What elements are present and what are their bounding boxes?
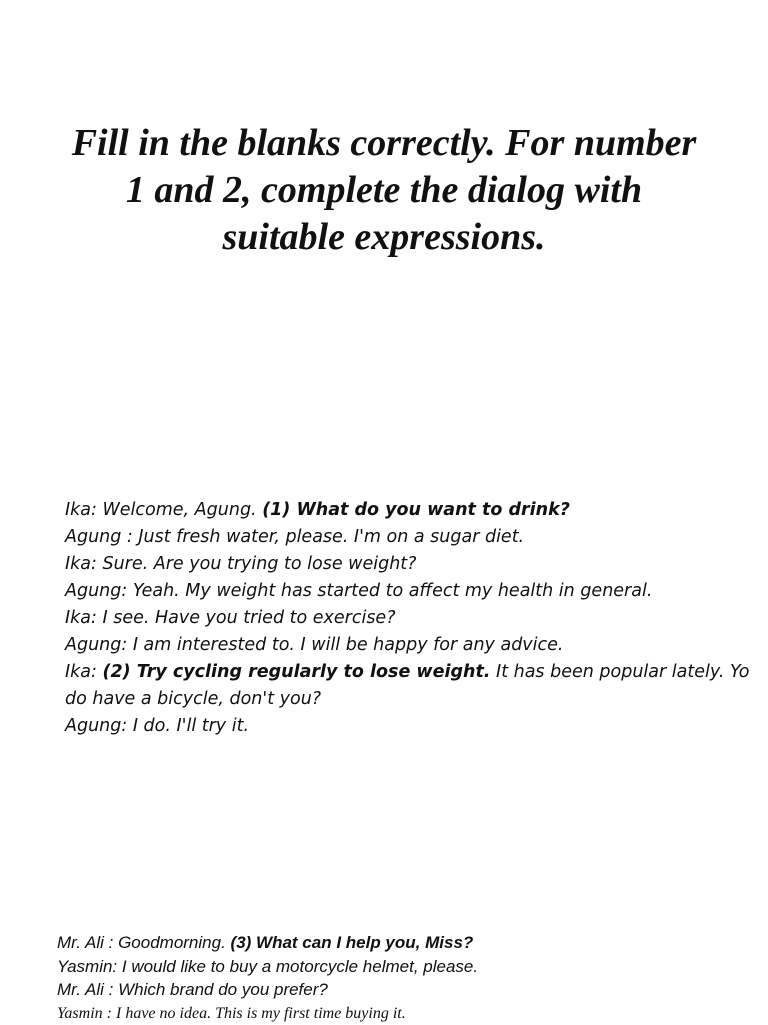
instruction-title: Fill in the blanks correctly. For number 1 and 2, complete the dialog with suitable expressions. [60, 120, 708, 261]
answer-3: (3) What can I help you, Miss? [231, 933, 474, 952]
dialog-line: Agung: I do. I'll try it. [65, 713, 745, 740]
speaker-text: Ika: [65, 662, 102, 682]
speaker-text: Mr. Ali : Goodmorning. [57, 933, 231, 952]
dialog-line: Ika: Sure. Are you trying to lose weight? [65, 551, 745, 578]
dialog-line [65, 497, 745, 524]
dialog-text: It has been popular lately. Yo [490, 662, 749, 682]
dialog-line: Agung: I am interested to. I will be happy for any advice. [65, 632, 745, 659]
dialog-line: Mr. Ali : Which brand do you prefer? [57, 978, 747, 1002]
answer-1: (1) What do you want to drink? [262, 500, 570, 520]
dialog-line: do have a bicycle, don't you? [65, 686, 745, 713]
dialog-line: Yasmin: I would like to buy a motorcycle helmet, please. [57, 955, 747, 979]
dialog-line: Yasmin : I have no idea. This is my first time buying it. [57, 1002, 747, 1025]
dialog-ali-yasmin [57, 931, 747, 1025]
answer-2: (2) Try cycling regularly to lose weight. [102, 662, 490, 682]
speaker-text: Ika: Welcome, Agung. [65, 500, 262, 520]
dialog-line: Agung: Yeah. My weight has started to affect my health in general. [65, 578, 745, 605]
dialog-ika-agung [65, 497, 745, 740]
dialog-line: Ika: I see. Have you tried to exercise? [65, 605, 745, 632]
dialog-line [65, 659, 745, 686]
dialog-line: Agung : Just fresh water, please. I'm on a sugar diet. [65, 524, 745, 551]
dialog-line [57, 931, 747, 955]
